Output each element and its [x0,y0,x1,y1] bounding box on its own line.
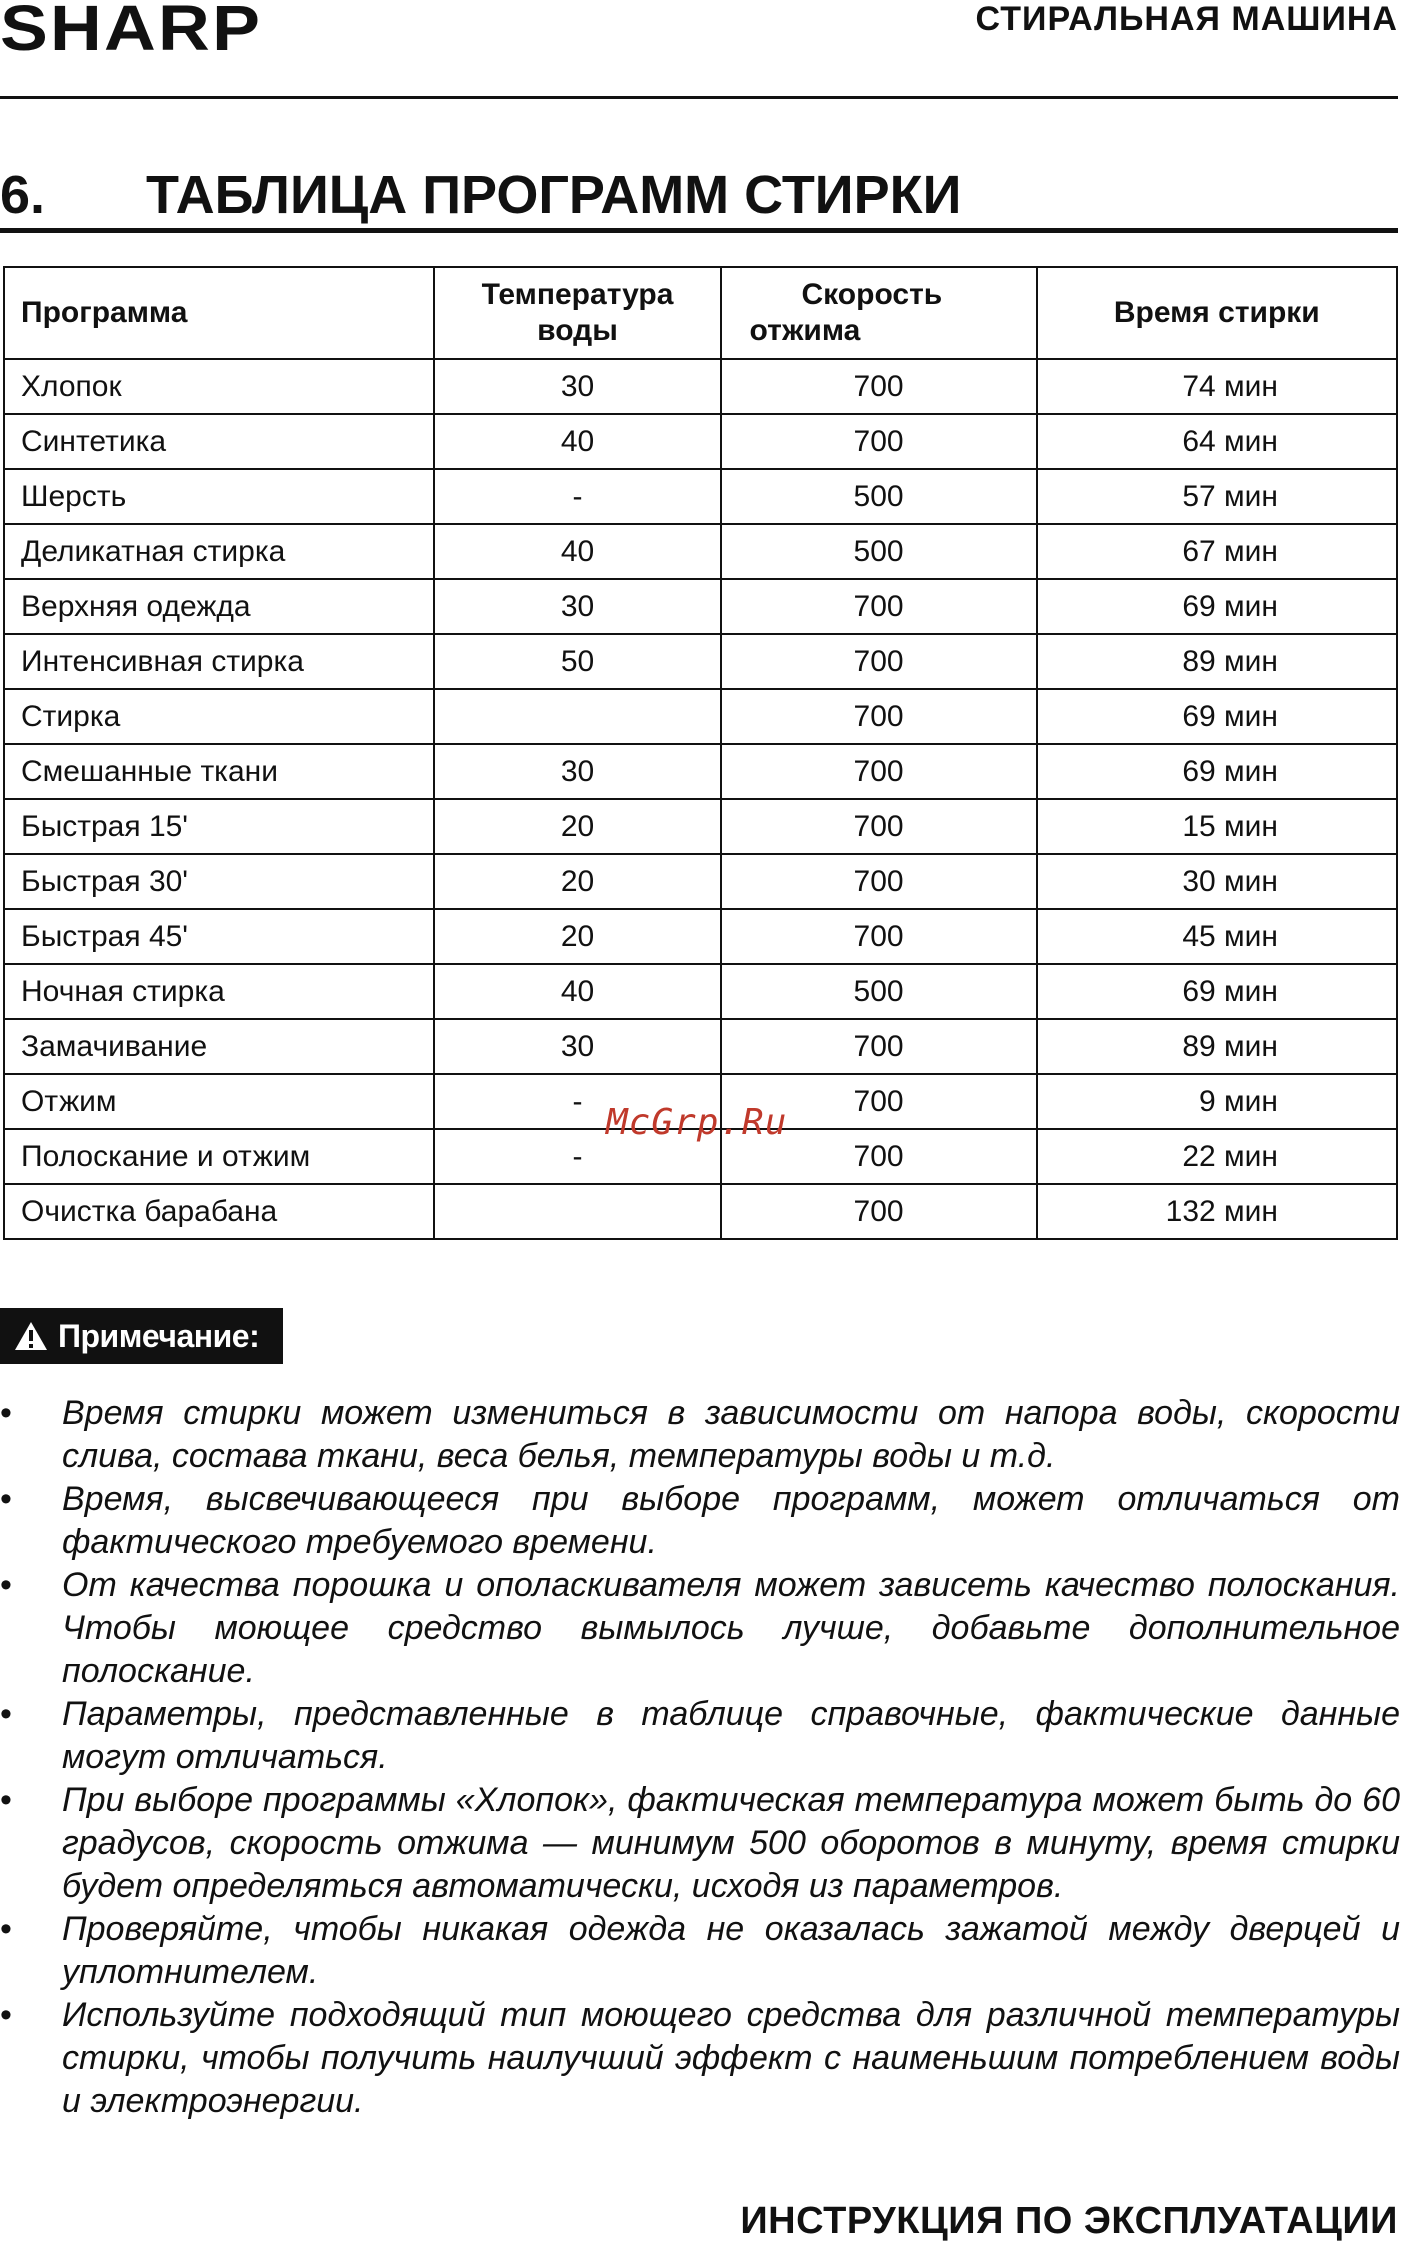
cell-time: 74 мин [1037,359,1397,414]
column-header-spin [721,267,1037,359]
programs-table [3,266,1398,1240]
cell-spin: 700 [721,689,1037,744]
note-text: Используйте подходящий тип моющего средства для различной температуры стирки, чтобы получить наилучший эффект с наименьшим потреблением воды и электроэнергии. [62,1996,1400,2120]
cell-temperature: 30 [434,359,720,414]
bullet-marker: • [0,1566,12,1604]
cell-temperature: - [434,1129,720,1184]
note-item [0,1564,1400,1693]
note-text: Проверяйте, чтобы никакая одежда не оказалась зажатой между дверцей и уплотнителем. [62,1910,1400,1991]
note-item [0,1994,1400,2123]
brand-logo: SHARP [0,0,263,64]
table-header-row [4,267,1397,359]
cell-time: 30 мин [1037,854,1397,909]
bullet-marker: • [0,1695,12,1733]
column-header-temperature-line1: Температура [481,278,674,311]
cell-spin: 700 [721,1129,1037,1184]
table-row [4,634,1397,689]
cell-temperature: 30 [434,1019,720,1074]
column-header-spin-line1: Скорость [801,278,943,311]
cell-time: 9 мин [1037,1074,1397,1129]
bullet-marker: • [0,1781,12,1819]
cell-temperature [434,689,720,744]
cell-spin: 700 [721,414,1037,469]
cell-temperature: 50 [434,634,720,689]
cell-program: Очистка барабана [4,1184,434,1239]
cell-program: Полоскание и отжим [4,1129,434,1184]
note-label: Примечание: [58,1317,260,1354]
cell-time: 69 мин [1037,689,1397,744]
cell-time: 57 мин [1037,469,1397,524]
table-row [4,1184,1397,1239]
bullet-marker: • [0,1910,12,1948]
cell-spin: 700 [721,854,1037,909]
note-text: Время стирки может измениться в зависимости от напора воды, скорости слива, состава ткани, веса белья, температуры воды и т.д. [62,1394,1400,1475]
cell-temperature: 40 [434,524,720,579]
cell-time: 132 мин [1037,1184,1397,1239]
table-row [4,524,1397,579]
bullet-marker: • [0,1996,12,2034]
cell-program: Быстрая 15' [4,799,434,854]
cell-time: 89 мин [1037,1019,1397,1074]
cell-program: Интенсивная стирка [4,634,434,689]
table-row [4,744,1397,799]
column-header-temperature-line2: воды [537,314,618,347]
cell-spin: 700 [721,744,1037,799]
column-header-temperature [434,267,720,359]
section-number: 6. [0,165,46,225]
cell-program: Шерсть [4,469,434,524]
table-row [4,854,1397,909]
cell-temperature: 40 [434,414,720,469]
cell-program: Ночная стирка [4,964,434,1019]
cell-spin: 500 [721,524,1037,579]
note-item [0,1779,1400,1908]
watermark-text: McGrp.Ru [606,1102,788,1143]
table-row [4,579,1397,634]
cell-spin: 700 [721,359,1037,414]
note-item [0,1908,1400,1994]
cell-spin: 700 [721,1074,1037,1129]
cell-time: 67 мин [1037,524,1397,579]
cell-spin: 700 [721,579,1037,634]
note-item [0,1392,1400,1478]
cell-time: 69 мин [1037,964,1397,1019]
note-text: Параметры, представленные в таблице справочные, фактические данные могут отличаться. [62,1695,1400,1776]
section-divider [0,228,1398,233]
cell-spin: 500 [721,964,1037,1019]
cell-time: 15 мин [1037,799,1397,854]
notes-list [0,1392,1400,2123]
cell-program: Верхняя одежда [4,579,434,634]
cell-time: 69 мин [1037,744,1397,799]
cell-temperature: 20 [434,909,720,964]
cell-spin: 700 [721,634,1037,689]
cell-program: Замачивание [4,1019,434,1074]
header-divider [0,96,1398,99]
table-row [4,964,1397,1019]
cell-time: 69 мин [1037,579,1397,634]
cell-time: 64 мин [1037,414,1397,469]
bullet-marker: • [0,1394,12,1432]
note-item [0,1478,1400,1564]
warning-icon [14,1321,48,1351]
cell-program: Отжим [4,1074,434,1129]
cell-temperature: - [434,1074,720,1129]
cell-temperature: - [434,469,720,524]
cell-time: 45 мин [1037,909,1397,964]
cell-spin: 700 [721,1184,1037,1239]
note-text: От качества порошка и ополаскивателя может зависеть качество полоскания. Чтобы моющее средство вымылось лучше, добавьте дополнительное полоскание. [62,1566,1400,1690]
table-row [4,1019,1397,1074]
cell-spin: 500 [721,469,1037,524]
note-text: Время, высвечивающееся при выборе программ, может отличаться от фактического требуемого времени. [62,1480,1400,1561]
bullet-marker: • [0,1480,12,1518]
cell-spin: 700 [721,799,1037,854]
table-row [4,909,1397,964]
column-header-spin-line2: отжима [749,314,861,347]
cell-program: Хлопок [4,359,434,414]
cell-temperature: 20 [434,854,720,909]
table-row [4,689,1397,744]
cell-program: Быстрая 30' [4,854,434,909]
note-text: При выборе программы «Хлопок», фактическая температура может быть до 60 градусов, скорость отжима — минимум 500 оборотов в минуту, время стирки будет определяться автоматически, исходя из параметров. [62,1781,1400,1905]
note-badge [0,1308,283,1364]
table-row [4,414,1397,469]
cell-spin: 700 [721,909,1037,964]
table-row [4,359,1397,414]
cell-temperature: 20 [434,799,720,854]
column-header-time: Время стирки [1037,267,1397,359]
section-title: ТАБЛИЦА ПРОГРАММ СТИРКИ [146,165,962,225]
footer-title: ИНСТРУКЦИЯ ПО ЭКСПЛУАТАЦИИ [740,2200,1398,2242]
cell-temperature: 40 [434,964,720,1019]
cell-time: 22 мин [1037,1129,1397,1184]
table-row [4,469,1397,524]
cell-program: Стирка [4,689,434,744]
cell-temperature: 30 [434,744,720,799]
table-row [4,799,1397,854]
cell-time: 89 мин [1037,634,1397,689]
cell-temperature: 30 [434,579,720,634]
cell-program: Синтетика [4,414,434,469]
document-title: СТИРАЛЬНАЯ МАШИНА [975,0,1398,38]
cell-program: Быстрая 45' [4,909,434,964]
cell-program: Смешанные ткани [4,744,434,799]
column-header-program: Программа [4,267,434,359]
note-item [0,1693,1400,1779]
cell-program: Деликатная стирка [4,524,434,579]
cell-spin: 700 [721,1019,1037,1074]
section-heading [0,165,962,225]
cell-temperature [434,1184,720,1239]
